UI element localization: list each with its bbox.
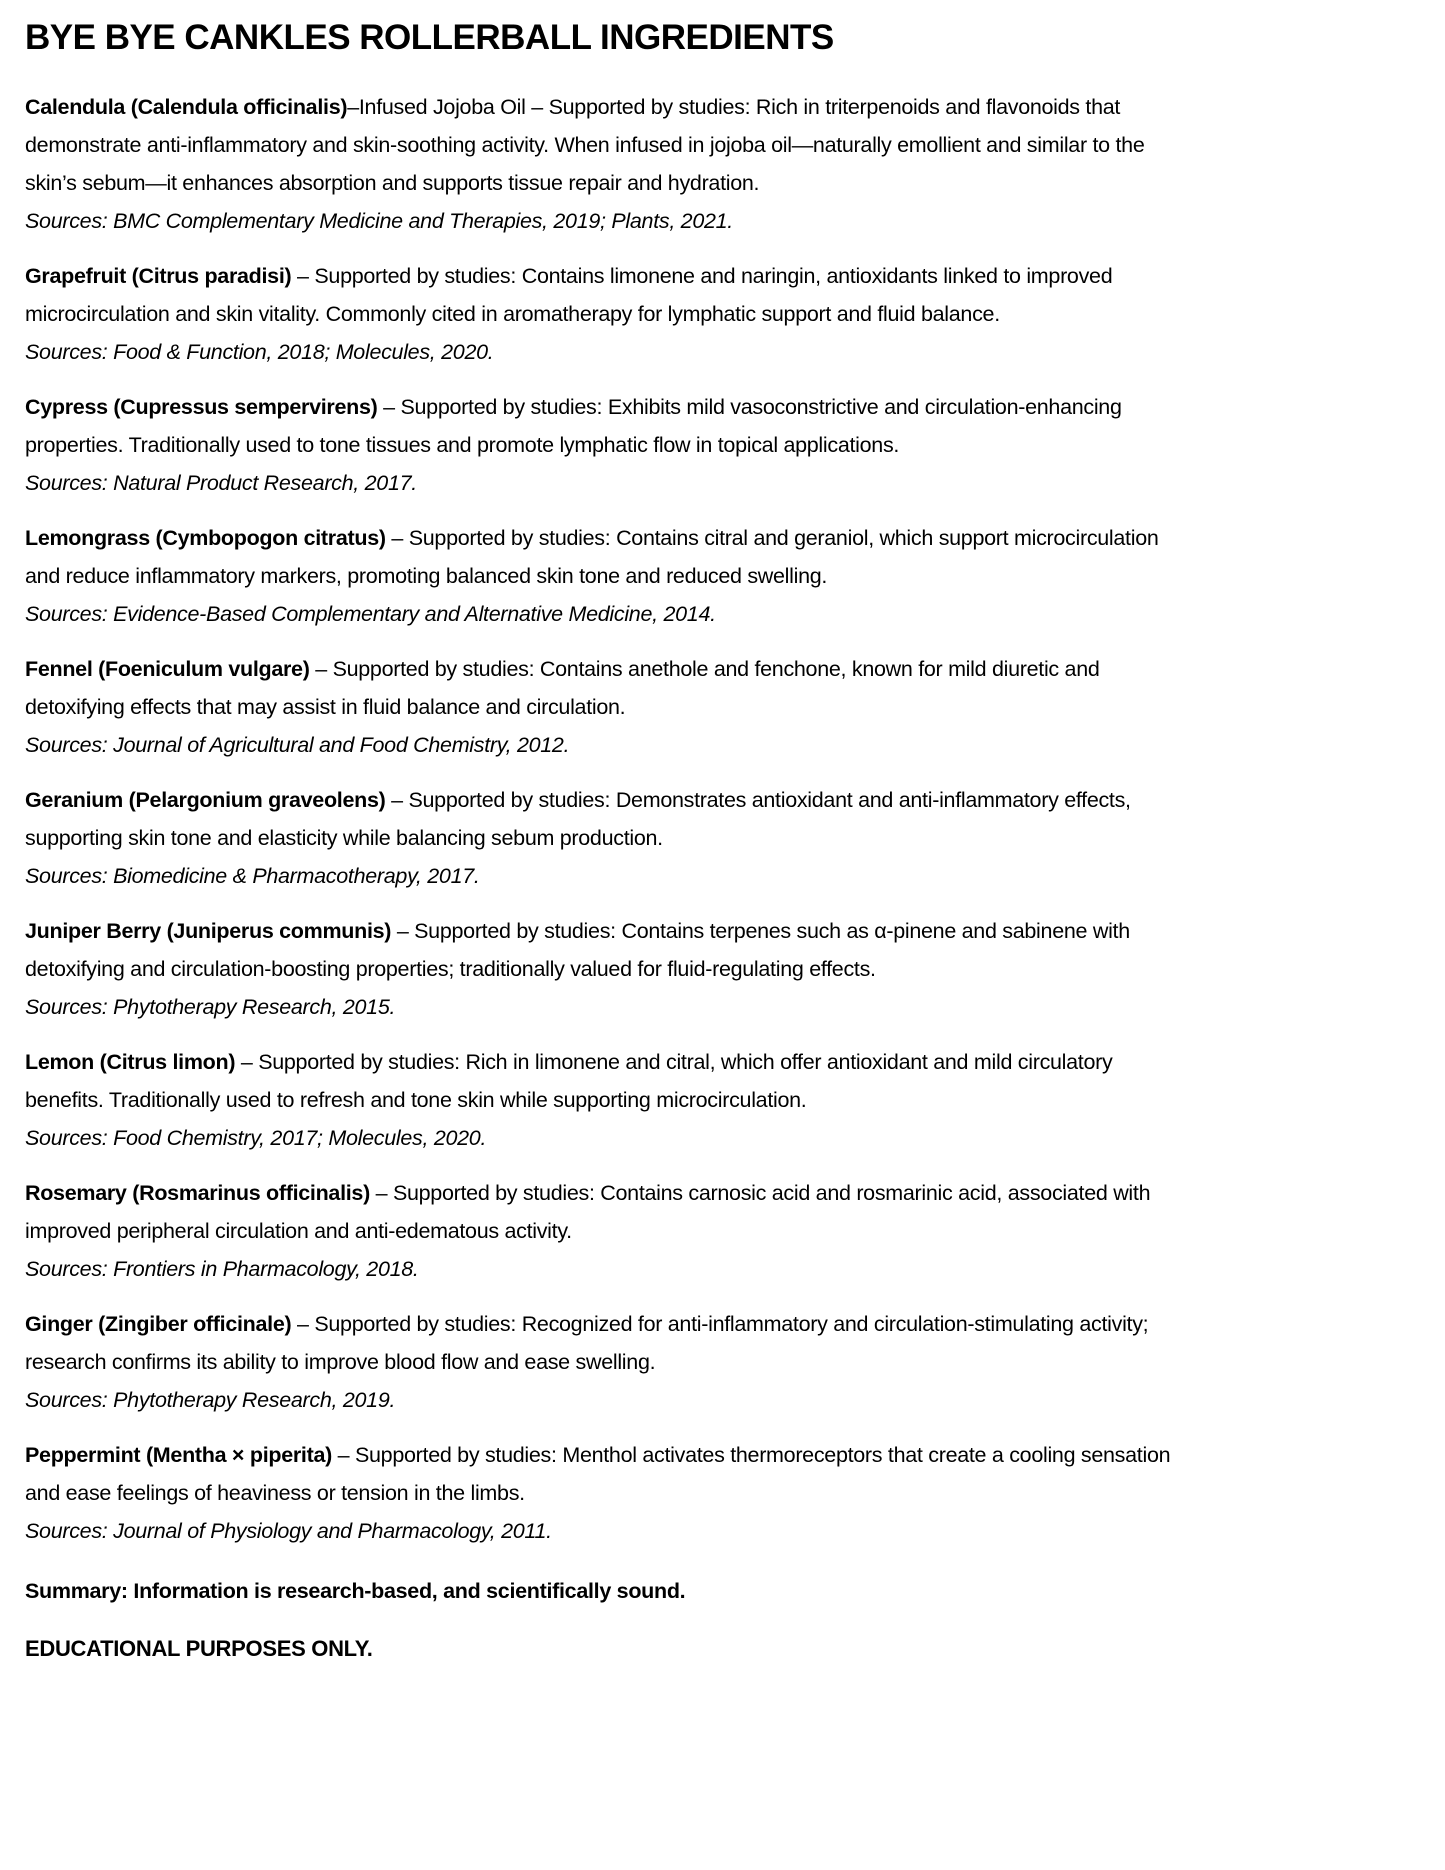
ingredient-heading: Ginger (Zingiber officinale) xyxy=(25,1312,292,1337)
ingredient-description: – Supported by studies: Contains carnosic acid and rosmarinic acid, associated with improved peripheral circulation and anti-edematous activity. xyxy=(25,1181,1151,1244)
ingredient-description: – Supported by studies: Contains terpenes such as α-pinene and sabinene with detoxifying and circulation-boosting properties; traditionally valued for fluid-regulating effects. xyxy=(25,919,1130,982)
summary-statement: Summary: Information is research-based, and scientifically sound. xyxy=(25,1579,686,1604)
ingredient-description: – Supported by studies: Exhibits mild vasoconstrictive and circulation-enhancing properties. Traditionally used to tone tissues and promote lymphatic flow in topical applications. xyxy=(25,395,1122,458)
ingredient-heading: Calendula (Calendula officinalis) xyxy=(25,95,348,120)
ingredient-list xyxy=(25,88,1185,1550)
ingredient-entry xyxy=(25,1436,1185,1550)
ingredient-heading: Lemon (Citrus limon) xyxy=(25,1050,236,1075)
sources-line: Sources: Frontiers in Pharmacology, 2018. xyxy=(25,1257,419,1282)
sources-line: Sources: Journal of Physiology and Pharmacology, 2011. xyxy=(25,1519,552,1544)
page-title: BYE BYE CANKLES ROLLERBALL INGREDIENTS xyxy=(25,18,834,57)
ingredient-entry xyxy=(25,257,1185,371)
sources-line: Sources: Biomedicine & Pharmacotherapy, 2017. xyxy=(25,864,480,889)
ingredient-entry xyxy=(25,1043,1185,1157)
ingredient-heading: Peppermint (Mentha × piperita) xyxy=(25,1443,332,1468)
sources-line: Sources: Evidence-Based Complementary and Alternative Medicine, 2014. xyxy=(25,602,716,627)
sources-line: Sources: Food Chemistry, 2017; Molecules, 2020. xyxy=(25,1126,487,1151)
disclaimer-statement: EDUCATIONAL PURPOSES ONLY. xyxy=(25,1636,373,1662)
ingredient-heading: Lemongrass (Cymbopogon citratus) xyxy=(25,526,386,551)
ingredient-heading: Cypress (Cupressus sempervirens) xyxy=(25,395,378,420)
sources-line: Sources: Journal of Agricultural and Food Chemistry, 2012. xyxy=(25,733,570,758)
ingredient-entry xyxy=(25,519,1185,633)
sources-line: Sources: Phytotherapy Research, 2015. xyxy=(25,995,396,1020)
ingredient-entry xyxy=(25,388,1185,502)
sources-line: Sources: Natural Product Research, 2017. xyxy=(25,471,417,496)
ingredient-description: – Supported by studies: Rich in limonene and citral, which offer antioxidant and mild circulatory benefits. Traditionally used to refresh and tone skin while supporting microcirculation. xyxy=(25,1050,1113,1113)
ingredient-description: – Supported by studies: Demonstrates antioxidant and anti-inflammatory effects, supporting skin tone and elasticity while balancing sebum production. xyxy=(25,788,1131,851)
ingredient-heading: Grapefruit (Citrus paradisi) xyxy=(25,264,292,289)
ingredient-description: –Infused Jojoba Oil – Supported by studies: Rich in triterpenoids and flavonoids that demonstrate anti-inflammatory and skin-soothing activity. When infused in jojoba oil—naturally emollient and similar to the skin’s sebum—it enhances absorption and supports tissue repair and hydration. xyxy=(25,95,1145,196)
sources-line: Sources: BMC Complementary Medicine and Therapies, 2019; Plants, 2021. xyxy=(25,209,733,234)
ingredient-entry xyxy=(25,88,1185,240)
ingredient-entry xyxy=(25,650,1185,764)
sources-line: Sources: Phytotherapy Research, 2019. xyxy=(25,1388,396,1413)
ingredient-heading: Juniper Berry (Juniperus communis) xyxy=(25,919,392,944)
ingredient-entry xyxy=(25,912,1185,1026)
ingredient-description: – Supported by studies: Contains citral and geraniol, which support microcirculation and reduce inflammatory markers, promoting balanced skin tone and reduced swelling. xyxy=(25,526,1159,589)
ingredient-description: – Supported by studies: Contains anethole and fenchone, known for mild diuretic and detoxifying effects that may assist in fluid balance and circulation. xyxy=(25,657,1100,720)
ingredient-heading: Rosemary (Rosmarinus officinalis) xyxy=(25,1181,370,1206)
sources-line: Sources: Food & Function, 2018; Molecules, 2020. xyxy=(25,340,494,365)
ingredient-heading: Fennel (Foeniculum vulgare) xyxy=(25,657,310,682)
ingredient-entry xyxy=(25,1174,1185,1288)
ingredient-description: – Supported by studies: Contains limonene and naringin, antioxidants linked to improved microcirculation and skin vitality. Commonly cited in aromatherapy for lymphatic support and fluid balance. xyxy=(25,264,1113,327)
ingredient-entry xyxy=(25,781,1185,895)
ingredient-description: – Supported by studies: Menthol activates thermoreceptors that create a cooling sensation and ease feelings of heaviness or tension in the limbs. xyxy=(25,1443,1171,1506)
ingredient-heading: Geranium (Pelargonium graveolens) xyxy=(25,788,386,813)
ingredient-entry xyxy=(25,1305,1185,1419)
ingredient-description: – Supported by studies: Recognized for anti-inflammatory and circulation-stimulating activity; research confirms its ability to improve blood flow and ease swelling. xyxy=(25,1312,1149,1375)
